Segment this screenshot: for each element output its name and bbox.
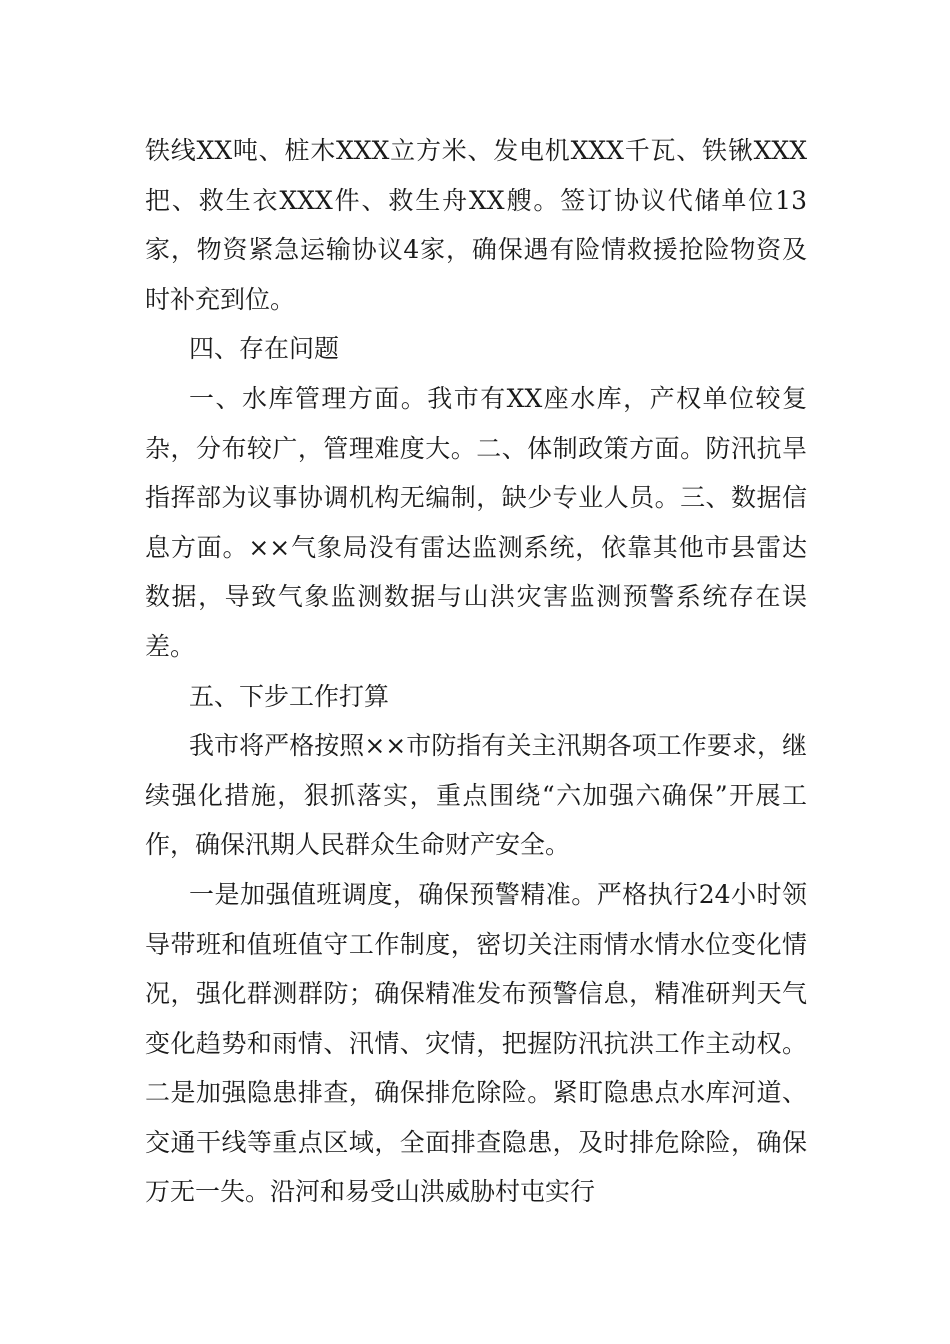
heading-next-steps: 五、下步工作打算 (189, 681, 390, 711)
paragraph-problems: 一、水库管理方面。我市有XX座水库，产权单位较复杂，分布较广，管理难度大。二、体制政策方面。防汛抗旱指挥部为议事协调机构无编制，缺少专业人员。三、数据信息方面。××气象局没有雷达监测系统，依靠其他市县雷达数据，导致气象监测数据与山洪灾害监测预警系统存在误差。 (145, 383, 807, 661)
paragraph-measures: 一是加强值班调度，确保预警精准。严格执行24小时领导带班和值班值守工作制度，密切关注雨情水情水位变化情况，强化群测群防；确保精准发布预警信息，精准研判天气变化趋势和雨情、汛情、灾情，把握防汛抗洪工作主动权。二是加强隐患排查，确保排危除险。紧盯隐患点水库河道、交通干线等重点区域，全面排查隐患，及时排危除险，确保万无一失。沿河和易受山洪威胁村屯实行 (145, 879, 807, 1207)
heading-existing-problems: 四、存在问题 (189, 334, 340, 364)
paragraph-next-steps-intro: 我市将严格按照××市防指有关主汛期各项工作要求，继续强化措施，狠抓落实，重点围绕“六加强六确保”开展工作，确保汛期人民群众生命财产安全。 (145, 731, 807, 860)
paragraph-materials: 铁线XX吨、桩木XXX立方米、发电机XXX千瓦、铁锹XXX把、救生衣XXX件、救生舟XX艘。签订协议代储单位13家，物资紧急运输协议4家，确保遇有险情救援抢险物资及时补充到位。 (145, 136, 807, 314)
document-body (145, 126, 807, 1217)
